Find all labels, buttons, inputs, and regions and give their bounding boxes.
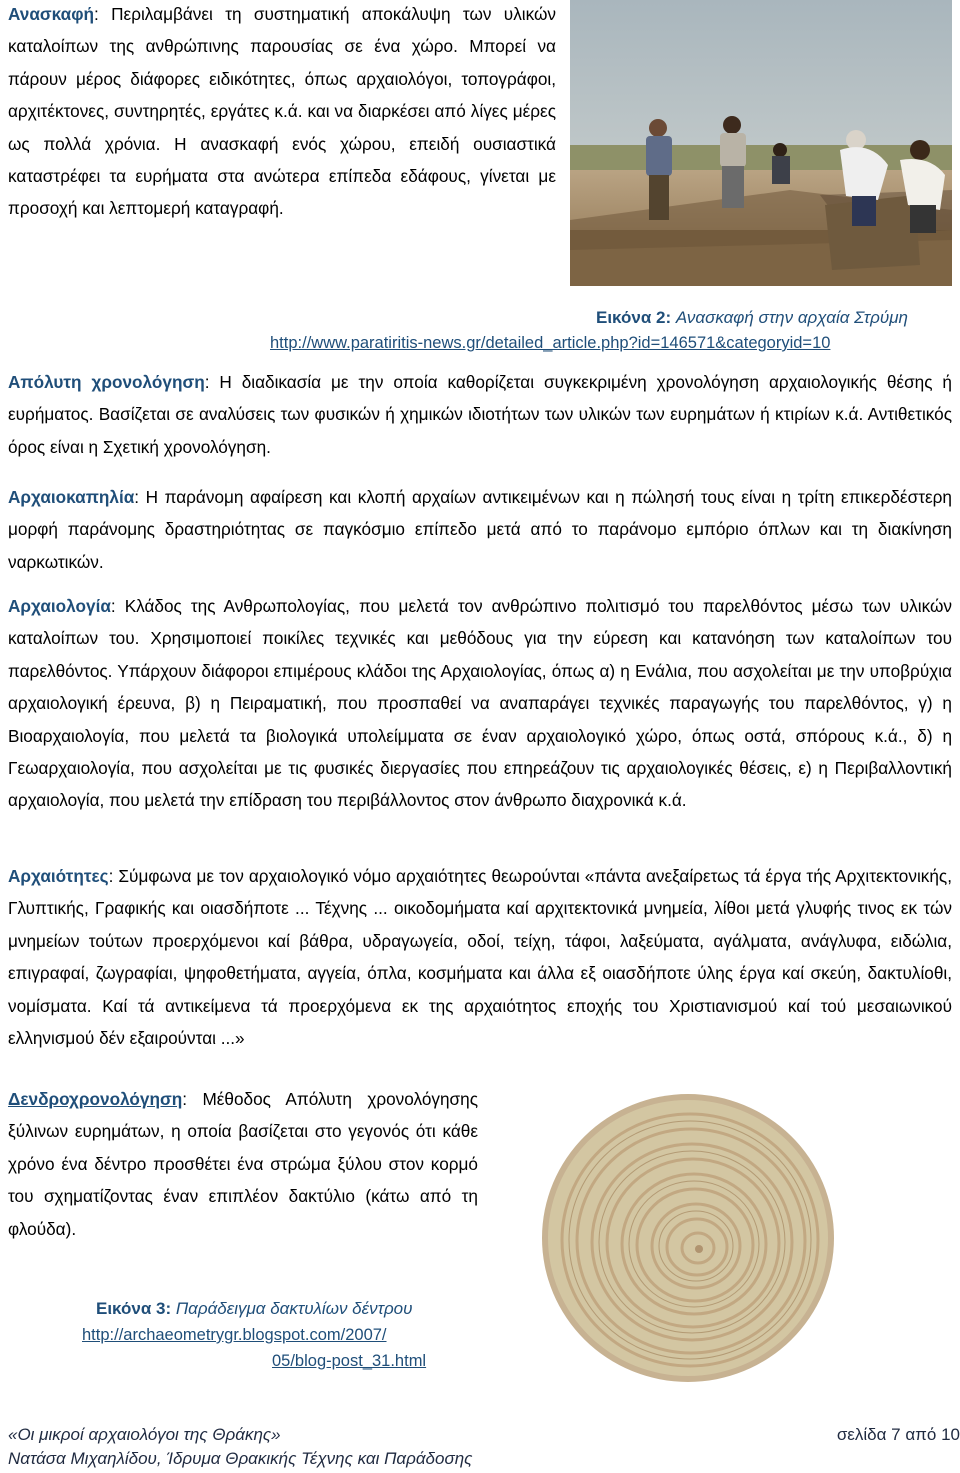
figure-3-label: Εικόνα 3: — [96, 1299, 172, 1318]
paragraph-arxaiokapilia — [8, 481, 952, 578]
term-dendro: Δενδροχρονολόγηση — [8, 1089, 183, 1109]
figure-3-source-link-part2[interactable]: 05/blog-post_31.html — [272, 1352, 427, 1370]
definition-apolyti: : Η διαδικασία με την οποία καθορίζεται συγκεκριμένη χρονολόγηση αρχαιολογικής θέσης ή ευρήματος. Βασίζεται σε αναλύσεις των φυσικών ή χημικών ιδιοτήτων των υλικών των ευρημάτων ή κτιρίων κ.ά. Αντιθετικός όρος είναι η Σχετική χρονολόγηση. — [8, 372, 952, 457]
paragraph-arxaiologia — [8, 590, 952, 817]
excavation-photo — [570, 0, 952, 286]
footer-line-1 — [0, 1424, 960, 1446]
figure-3-caption — [96, 1298, 476, 1320]
footer-line-2 — [0, 1448, 960, 1470]
paragraph-anaskafi — [8, 0, 556, 225]
figure-3-source-link-part1[interactable]: http://archaeometrygr.blogspot.com/2007/ — [82, 1326, 387, 1344]
definition-arxaiologia: : Κλάδος της Ανθρωπολογίας, που μελετά τον ανθρώπινο πολιτισμό του παρελθόντος μέσω των υλικών καταλοίπων του. Χρησιμοποιεί ποικίλες τεχνικές και μεθόδους για την εύρεση και κατανόηση των καταλοίπων του παρελθόντος. Υπάρχουν διάφοροι επιμέρους κλάδοι της Αρχαιολογίας, όπως α) η Ενάλια, που ασχολείται με την υποβρύχια αρχαιολογική έρευνα, β) η Πειραματική, που προσπαθεί να αναπαράγει τεχνικές παραγωγής του παρελθόντος, γ) η Βιοαρχαιολογία, που μελετά τα βιολογικά υπολείμματα σε έναν αρχαιολογικό χώρο, όπως οστά, σπόρους κ.ά., δ) η Γεωαρχαιολογία, που ασχολείται με τις φυσικές διεργασίες που επηρεάζουν τις αρχαιολογικές θέσεις, ε) η Περιβαλλοντική αρχαιολογία, που μελετά την επίδραση του περιβάλλοντος στον άνθρωπο διαχρονικά κ.ά. — [8, 596, 952, 811]
footer-title: «Οι μικροί αρχαιολόγοι της Θράκης» — [8, 1425, 281, 1444]
term-apolyti: Απόλυτη χρονολόγηση — [8, 372, 205, 392]
figure-2-link-line — [270, 332, 960, 354]
figure-2-label: Εικόνα 2: — [596, 308, 672, 327]
figure-2-text: Ανασκαφή στην αρχαία Στρύμη — [675, 308, 908, 327]
paragraph-apolyti — [8, 366, 952, 463]
tree-rings-image — [540, 1088, 840, 1388]
figure-3-text: Παράδειγμα δακτυλίων δέντρου — [175, 1299, 413, 1318]
paragraph-dendro — [8, 1083, 478, 1245]
figure-2-caption — [596, 307, 956, 329]
definition-anaskafi: : Περιλαμβάνει τη συστηματική αποκάλυψη των υλικών καταλοίπων της ανθρώπινης παρουσίας σε ένα χώρο. Μπορεί να πάρουν μέρος διάφορες ειδικότητες, όπως αρχαιολόγοι, τοπογράφοι, αρχιτέκτονες, συντηρητές, εργάτες κ.ά. και να διαρκέσει από λίγες μέρες ως πολλά χρόνια. Η ανασκαφή ενός χώρου, επειδή ουσιαστικά καταστρέφει τα ευρήματα στα ανώτερα επίπεδα εδάφους, γίνεται με προσοχή και λεπτομερή καταγραφή. — [8, 4, 556, 219]
term-arxaiokapilia: Αρχαιοκαπηλία — [8, 487, 135, 507]
term-arxaiologia: Αρχαιολογία — [8, 596, 111, 616]
footer-author: Νατάσα Μιχαηλίδου, Ίδρυμα Θρακικής Τέχνης και Παράδοσης — [8, 1449, 473, 1468]
definition-dendro: : Μέθοδος Απόλυτη χρονολόγησης ξύλινων ευρημάτων, η οποία βασίζεται στο γεγονός ότι κάθε χρόνο ένα δέντρο προσθέτει ένα στρώμα ξύλου στον κορμό του σχηματίζοντας έναν επιπλέον δακτύλιο (κάτω από τη φλούδα). — [8, 1089, 478, 1239]
paragraph-arxaiotites — [8, 860, 952, 1054]
term-anaskafi: Ανασκαφή — [8, 4, 95, 24]
term-arxaiotites: Αρχαιότητες — [8, 866, 109, 886]
figure-3-link-line-1 — [82, 1324, 462, 1346]
page-number: σελίδα 7 από 10 — [836, 1425, 960, 1444]
figure-2-source-link[interactable]: http://www.paratiritis-news.gr/detailed_article.php?id=146571&categoryid=10 — [270, 334, 831, 352]
definition-arxaiotites: : Σύμφωνα με τον αρχαιολογικό νόμο αρχαιότητες θεωρούνται «πάντα ανεξαίρετως τά έργα τής Αρχιτεκτονικής, Γλυπτικής, Γραφικής και οιασδήποτε ... Τέχνης ... οικοδομήματα καί αρχιτεκτονικά μνημεία, λίθοι μετά γλυφής τινος εκ τών μνημείων τούτων προερχόμενοι καί βάθρα, υδραγωγεία, οδοί, τείχη, τάφοι, λαξεύματα, αγάλματα, ανάγλυφα, ειδώλια, επιγραφαί, ζωγραφίαι, ψηφοθετήματα, αγγεία, όπλα, κοσμήματα και άλλα εξ οιασδήποτε ύλης έργα καί σκεύη, δακτυλίοθι, νομίσματα. Καί τά αντικείμενα τά προερχόμενα εκ της αρχαιότητος εποχής του Χριστιανισμού καί τού μεσαιωνικού ελληνισμού δέν εξαιρούνται ...» — [8, 866, 952, 1049]
figure-3-link-line-2 — [272, 1350, 472, 1372]
definition-arxaiokapilia: : Η παράνομη αφαίρεση και κλοπή αρχαίων αντικειμένων και η πώλησή τους είναι η τρίτη επικερδέστερη μορφή παράνομης δραστηριότητας σε παγκόσμιο επίπεδο μετά από το παράνομο εμπόριο όπλων και τη διακίνηση ναρκωτικών. — [8, 487, 952, 572]
